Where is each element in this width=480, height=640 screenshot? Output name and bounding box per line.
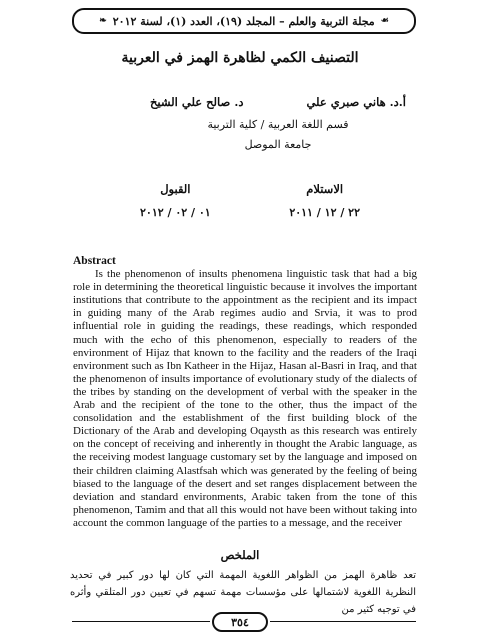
affiliation-department: قسم اللغة العربية / كلية التربية [207, 118, 349, 131]
ornament-left-icon: ❧ [99, 16, 107, 26]
received-value: ٢٢ / ١٢ / ٢٠١١ [289, 206, 360, 219]
english-abstract [73, 255, 417, 530]
page-number: ٣٥٤ [212, 612, 268, 632]
ornament-right-icon: ☙ [380, 16, 389, 26]
footer-rule-left [72, 621, 210, 622]
accepted-date-block [140, 182, 211, 219]
affiliation-university: جامعة الموصل [244, 138, 312, 151]
submission-dates [140, 182, 360, 219]
received-label: الاستلام [306, 182, 344, 196]
arabic-abstract-text: تعد ظاهرة الهمز من الظواهر اللغوية المهمة التي كان لها دور كبير في تحديد النظرية اللغوية لاشتمالها على مؤسسات مهمة تسهم في تعيين دور المتلقي وأثره في توجيه كثير من [70, 570, 416, 615]
author-list [150, 95, 406, 109]
footer-rule-right [270, 621, 416, 622]
author-1: أ.د. هاني صبري علي [306, 95, 406, 109]
journal-header [72, 8, 416, 34]
accepted-label: القبول [160, 182, 191, 196]
received-date-block [289, 182, 360, 219]
abstract-heading: Abstract [73, 255, 116, 267]
paper-title: التصنيف الكمي لظاهرة الهمز في العربية [121, 50, 359, 66]
arabic-abstract-heading: الملخص [220, 548, 260, 562]
abstract-text: Is the phenomenon of insults phenomena linguistic task that had a big role in determining the theoretical linguistic because it involves the important institutions that contribute to the appointment as the recipient and its impact in guiding many of the Arab regimes audio and Srvia, it was to prod influential role in guiding the readings, these readings, which responded much with the echo of this phenomenon, especially to readers of the environment of Hijaz that known to the facility and the readers of the Iraqi environment such as Ibn Katheer in the Hijaz, Hasan al-Basri in Iraq, and that the phenomenon of insults importance of evolutionary study of the dialects of the tribes by standing on the development of verbal with the speaker in the Arab and the recipient of the tone to the other, thus the impact of the consolidation and the establishment of the first building block of the Dictionary of the Arab and developing Oqaysth as this research was entirely on the concept of receiving and inherently in thought the Arabic language, as the receiving modest language customary set by the language and imposed on their children claiming Alastfsah which was generated by the feeling of being biased to the language of the desert and set ranges displacement between the deviation and standard environments, Arabic taken from the tone of this phenomenon, Tamim and that all this would not have been without taking into account the common language of the parties to a message, and the receiver [73, 268, 417, 529]
journal-line: مجلة التربية والعلم – المجلد (١٩)، العدد (١)، لسنة ٢٠١٢ [112, 14, 375, 28]
author-2: د. صالح علي الشيخ [150, 95, 244, 109]
accepted-value: ٠١ / ٠٢ / ٢٠١٢ [140, 206, 211, 219]
